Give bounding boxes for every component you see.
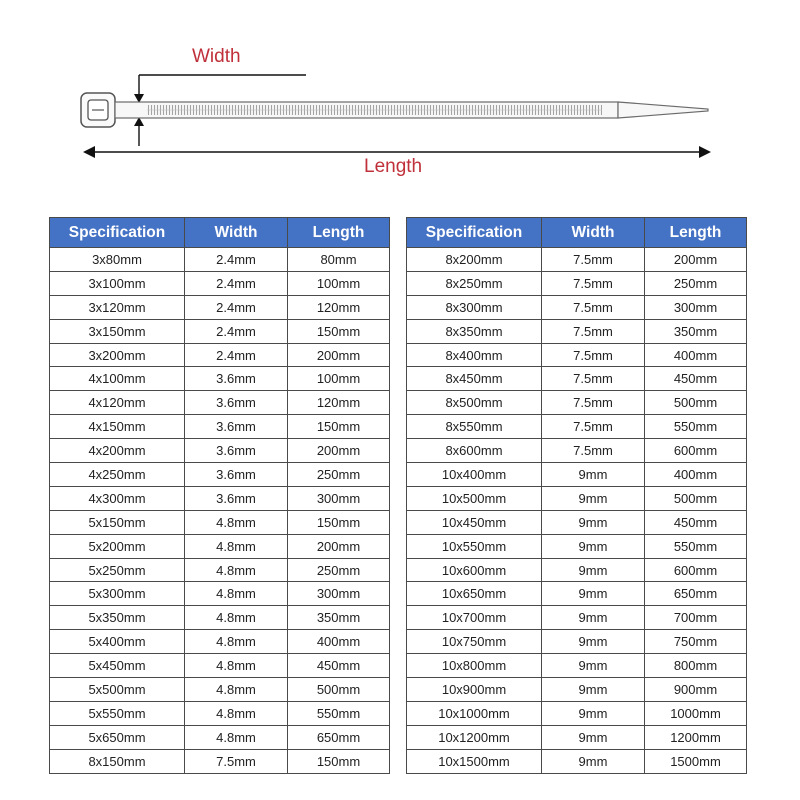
table-row xyxy=(50,534,390,558)
length-cell: 200mm xyxy=(288,439,390,463)
table-row xyxy=(407,749,747,773)
length-cell: 900mm xyxy=(645,678,747,702)
table-row xyxy=(407,701,747,725)
length-cell: 700mm xyxy=(645,606,747,630)
spec-table-right-body xyxy=(407,248,747,774)
table-row xyxy=(407,725,747,749)
width-cell: 4.8mm xyxy=(185,606,288,630)
spec-cell: 8x300mm xyxy=(407,295,542,319)
width-cell: 9mm xyxy=(542,534,645,558)
spec-cell: 8x450mm xyxy=(407,367,542,391)
spec-cell: 5x400mm xyxy=(50,630,185,654)
length-cell: 750mm xyxy=(645,630,747,654)
spec-table-right xyxy=(406,217,747,774)
length-cell: 100mm xyxy=(288,367,390,391)
length-cell: 450mm xyxy=(288,654,390,678)
length-cell: 200mm xyxy=(288,534,390,558)
table-row xyxy=(50,558,390,582)
spec-cell: 10x1000mm xyxy=(407,701,542,725)
width-cell: 2.4mm xyxy=(185,343,288,367)
width-cell: 4.8mm xyxy=(185,701,288,725)
width-cell: 4.8mm xyxy=(185,558,288,582)
spec-cell: 4x100mm xyxy=(50,367,185,391)
table-row xyxy=(50,606,390,630)
table-row xyxy=(407,271,747,295)
length-cell: 650mm xyxy=(645,582,747,606)
length-arrow-left-head xyxy=(83,146,95,158)
length-cell: 800mm xyxy=(645,654,747,678)
width-cell: 7.5mm xyxy=(542,295,645,319)
table-row xyxy=(407,654,747,678)
spec-cell: 4x250mm xyxy=(50,463,185,487)
table-row xyxy=(407,415,747,439)
length-cell: 1500mm xyxy=(645,749,747,773)
spec-cell: 10x750mm xyxy=(407,630,542,654)
table-row xyxy=(50,678,390,702)
width-cell: 4.8mm xyxy=(185,630,288,654)
width-cell: 2.4mm xyxy=(185,295,288,319)
width-cell: 4.8mm xyxy=(185,582,288,606)
table-row xyxy=(50,749,390,773)
width-cell: 4.8mm xyxy=(185,678,288,702)
width-cell: 4.8mm xyxy=(185,510,288,534)
table-row xyxy=(50,248,390,272)
spec-cell: 8x400mm xyxy=(407,343,542,367)
table-row xyxy=(50,343,390,367)
spec-cell: 4x120mm xyxy=(50,391,185,415)
header-length: Length xyxy=(288,218,390,248)
length-cell: 200mm xyxy=(288,343,390,367)
width-cell: 4.8mm xyxy=(185,654,288,678)
table-row xyxy=(50,654,390,678)
spec-cell: 5x550mm xyxy=(50,701,185,725)
length-cell: 350mm xyxy=(645,319,747,343)
spec-cell: 5x500mm xyxy=(50,678,185,702)
spec-cell: 10x550mm xyxy=(407,534,542,558)
width-cell: 9mm xyxy=(542,630,645,654)
tie-tail xyxy=(618,102,708,118)
length-cell: 1000mm xyxy=(645,701,747,725)
spec-cell: 10x600mm xyxy=(407,558,542,582)
table-row xyxy=(407,606,747,630)
length-cell: 500mm xyxy=(288,678,390,702)
spec-cell: 8x350mm xyxy=(407,319,542,343)
header-specification: Specification xyxy=(407,218,542,248)
spec-cell: 5x150mm xyxy=(50,510,185,534)
header-specification: Specification xyxy=(50,218,185,248)
table-row xyxy=(407,534,747,558)
width-cell: 7.5mm xyxy=(542,439,645,463)
width-label: Width xyxy=(192,46,241,67)
spec-cell: 5x450mm xyxy=(50,654,185,678)
table-row xyxy=(50,510,390,534)
spec-cell: 8x600mm xyxy=(407,439,542,463)
table-row xyxy=(50,439,390,463)
spec-cell: 8x250mm xyxy=(407,271,542,295)
width-cell: 9mm xyxy=(542,463,645,487)
length-cell: 200mm xyxy=(645,248,747,272)
width-cell: 9mm xyxy=(542,654,645,678)
spec-cell: 10x1200mm xyxy=(407,725,542,749)
table-row xyxy=(50,701,390,725)
width-cell: 2.4mm xyxy=(185,248,288,272)
table-row xyxy=(407,343,747,367)
spec-cell: 8x150mm xyxy=(50,749,185,773)
spec-cell: 4x200mm xyxy=(50,439,185,463)
spec-cell: 10x900mm xyxy=(407,678,542,702)
width-cell: 7.5mm xyxy=(542,415,645,439)
length-cell: 600mm xyxy=(645,558,747,582)
table-row xyxy=(50,367,390,391)
spec-cell: 4x300mm xyxy=(50,486,185,510)
width-cell: 4.8mm xyxy=(185,534,288,558)
width-cell: 7.5mm xyxy=(542,248,645,272)
width-cell: 9mm xyxy=(542,486,645,510)
spec-cell: 3x80mm xyxy=(50,248,185,272)
spec-cell: 3x200mm xyxy=(50,343,185,367)
spec-cell: 8x550mm xyxy=(407,415,542,439)
length-cell: 1200mm xyxy=(645,725,747,749)
table-header-row xyxy=(407,218,747,248)
table-row xyxy=(50,630,390,654)
spec-cell: 3x120mm xyxy=(50,295,185,319)
spec-cell: 10x650mm xyxy=(407,582,542,606)
header-length: Length xyxy=(645,218,747,248)
spec-cell: 5x200mm xyxy=(50,534,185,558)
table-row xyxy=(407,463,747,487)
length-arrow-right-head xyxy=(699,146,711,158)
width-cell: 2.4mm xyxy=(185,319,288,343)
width-cell: 3.6mm xyxy=(185,391,288,415)
spec-cell: 4x150mm xyxy=(50,415,185,439)
table-row xyxy=(50,582,390,606)
width-cell: 9mm xyxy=(542,701,645,725)
width-cell: 7.5mm xyxy=(542,343,645,367)
table-row xyxy=(407,510,747,534)
length-cell: 450mm xyxy=(645,510,747,534)
spec-cell: 5x350mm xyxy=(50,606,185,630)
width-cell: 4.8mm xyxy=(185,725,288,749)
length-cell: 550mm xyxy=(645,415,747,439)
header-width: Width xyxy=(542,218,645,248)
length-cell: 150mm xyxy=(288,415,390,439)
table-header-row xyxy=(50,218,390,248)
table-row xyxy=(407,582,747,606)
table-row xyxy=(407,630,747,654)
table-row xyxy=(50,319,390,343)
length-cell: 80mm xyxy=(288,248,390,272)
spec-cell: 10x500mm xyxy=(407,486,542,510)
table-row xyxy=(50,271,390,295)
spec-cell: 5x300mm xyxy=(50,582,185,606)
table-row xyxy=(50,391,390,415)
length-cell: 300mm xyxy=(645,295,747,319)
spec-cell: 8x500mm xyxy=(407,391,542,415)
width-cell: 9mm xyxy=(542,606,645,630)
width-cell: 3.6mm xyxy=(185,439,288,463)
length-cell: 400mm xyxy=(288,630,390,654)
spec-cell: 10x700mm xyxy=(407,606,542,630)
width-cell: 7.5mm xyxy=(542,271,645,295)
length-cell: 400mm xyxy=(645,463,747,487)
length-cell: 150mm xyxy=(288,510,390,534)
width-cell: 3.6mm xyxy=(185,486,288,510)
width-cell: 9mm xyxy=(542,510,645,534)
length-cell: 500mm xyxy=(645,391,747,415)
spec-cell: 3x100mm xyxy=(50,271,185,295)
table-row xyxy=(407,486,747,510)
length-cell: 250mm xyxy=(645,271,747,295)
length-cell: 120mm xyxy=(288,391,390,415)
length-cell: 650mm xyxy=(288,725,390,749)
table-row xyxy=(407,367,747,391)
spec-cell: 5x250mm xyxy=(50,558,185,582)
spec-cell: 8x200mm xyxy=(407,248,542,272)
length-cell: 500mm xyxy=(645,486,747,510)
length-cell: 300mm xyxy=(288,582,390,606)
length-cell: 250mm xyxy=(288,463,390,487)
table-row xyxy=(50,295,390,319)
length-cell: 400mm xyxy=(645,343,747,367)
spec-table-left xyxy=(49,217,390,774)
length-cell: 350mm xyxy=(288,606,390,630)
width-cell: 9mm xyxy=(542,749,645,773)
table-row xyxy=(407,558,747,582)
length-cell: 250mm xyxy=(288,558,390,582)
width-cell: 7.5mm xyxy=(542,391,645,415)
table-row xyxy=(407,678,747,702)
spec-cell: 5x650mm xyxy=(50,725,185,749)
table-row xyxy=(50,415,390,439)
width-cell: 9mm xyxy=(542,558,645,582)
width-cell: 3.6mm xyxy=(185,367,288,391)
width-cell: 7.5mm xyxy=(542,319,645,343)
width-cell: 2.4mm xyxy=(185,271,288,295)
length-cell: 300mm xyxy=(288,486,390,510)
table-row xyxy=(50,486,390,510)
length-cell: 550mm xyxy=(288,701,390,725)
table-row xyxy=(50,725,390,749)
width-cell: 3.6mm xyxy=(185,415,288,439)
spec-cell: 3x150mm xyxy=(50,319,185,343)
spec-cell: 10x1500mm xyxy=(407,749,542,773)
table-row xyxy=(407,295,747,319)
width-cell: 9mm xyxy=(542,678,645,702)
length-cell: 120mm xyxy=(288,295,390,319)
width-cell: 3.6mm xyxy=(185,463,288,487)
width-cell: 9mm xyxy=(542,582,645,606)
length-cell: 450mm xyxy=(645,367,747,391)
spec-cell: 10x800mm xyxy=(407,654,542,678)
width-cell: 7.5mm xyxy=(542,367,645,391)
length-cell: 150mm xyxy=(288,319,390,343)
table-row xyxy=(407,248,747,272)
length-cell: 100mm xyxy=(288,271,390,295)
table-row xyxy=(407,439,747,463)
spec-table-left-body xyxy=(50,248,390,774)
length-label: Length xyxy=(364,156,423,177)
length-cell: 150mm xyxy=(288,749,390,773)
length-cell: 600mm xyxy=(645,439,747,463)
length-cell: 550mm xyxy=(645,534,747,558)
table-row xyxy=(407,319,747,343)
spec-cell: 10x450mm xyxy=(407,510,542,534)
spec-cell: 10x400mm xyxy=(407,463,542,487)
table-row xyxy=(50,463,390,487)
width-cell: 7.5mm xyxy=(185,749,288,773)
width-cell: 9mm xyxy=(542,725,645,749)
header-width: Width xyxy=(185,218,288,248)
table-row xyxy=(407,391,747,415)
